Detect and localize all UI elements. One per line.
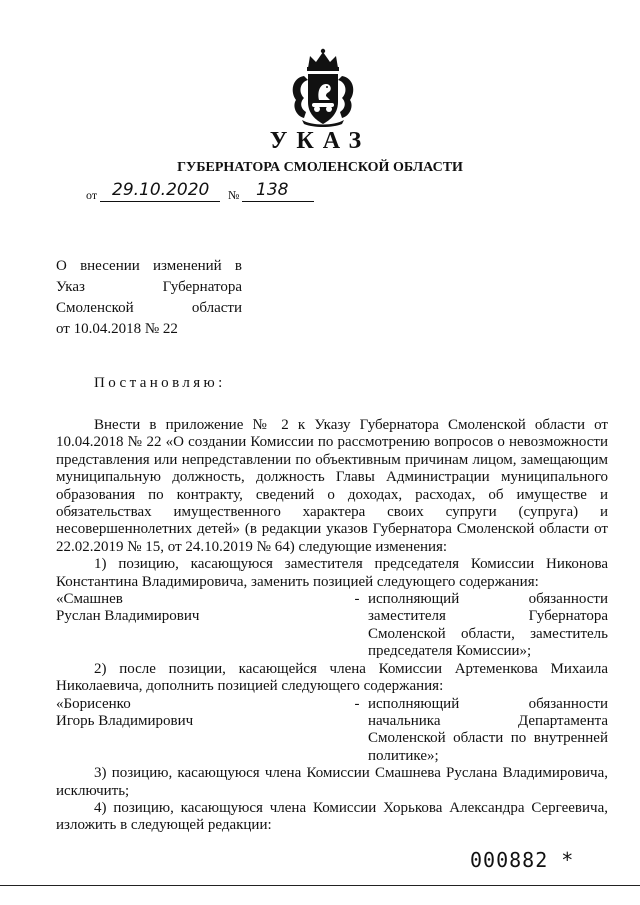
subject-line: О внесении изменений в [56,258,242,274]
surname: «Борисенко [56,695,131,712]
date-from-label: от [86,188,98,202]
subject-block [56,256,242,340]
number-label: № [228,188,240,202]
position-title [368,591,608,661]
position-title-text: исполняющий обязанности заместителя Губернатора Смоленской области, заместитель [368,591,608,642]
handwritten-date: 29.10.2020 [112,180,210,200]
date-underline [100,201,220,202]
item-3: 3) позицию, касающуюся члена Комиссии Смашнева Руслана Владимировича, исключить; [56,765,608,799]
document-serial-number: 000882 * [470,848,575,872]
person-name [56,696,346,766]
position-entry-2 [56,696,608,766]
number-underline [242,201,314,202]
document-subtitle: ГУБЕРНАТОРА СМОЛЕНСКОЙ ОБЛАСТИ [177,160,463,175]
subject-line: от 10.04.2018 № 22 [56,321,178,337]
position-title-text: исполняющий обязанности начальника Департамента Смоленской области по внутренней [368,695,608,747]
item-1: 1) позицию, касающуюся заместителя председателя Комиссии Никонова Константина Владимировича, заменить позицией следующего содержания: [56,556,608,590]
bottom-rule [0,885,640,886]
decree-body [56,417,608,835]
position-title-end: политике»; [368,747,439,764]
position-title-end: председателя Комиссии»; [368,643,532,660]
dash: - [354,591,360,608]
document-title: УКАЗ [269,128,371,154]
subject-line: Смоленской области [56,300,242,316]
smolensk-coat-of-arms-icon [290,48,356,128]
item-4: 4) позицию, касающуюся члена Комиссии Хорькова Александра Сергеевича, изложить в следующей редакции: [56,799,608,834]
given-names: Руслан Владимирович [56,608,200,625]
item-2: 2) после позиции, касающейся члена Комиссии Артеменкова Михаила Николаевича, дополнить позицией следующего содержания: [56,660,608,695]
intro-paragraph: Внести в приложение № 2 к Указу Губернатора Смоленской области от 10.04.2018 № 22 «О создании Комиссии по рассмотрению вопросов о невозможности представления или непредставлении по объективным причинам лицом, замещающим муниципальную должность, должность Главы Администрации муниципального образования по контракту, сведений о доходах, расходах, об имуществе и обязательствах имущественного характера своих супруги (супруга) и несовершеннолетних детей» (в редакции указов Губернатора Смоленской области от 22.02.2019 № 15, от 24.10.2019 № 64) следующие изменения: [56,417,608,555]
position-title [368,696,608,766]
position-entry-1 [56,591,608,661]
surname: «Смашнев [56,591,123,608]
person-name [56,591,346,661]
given-names: Игорь Владимирович [56,712,194,729]
dash: - [354,695,360,712]
resolve-word: Постановляю: [94,375,226,391]
subject-line: Указ Губернатора [56,279,242,295]
handwritten-number: 138 [256,180,289,200]
